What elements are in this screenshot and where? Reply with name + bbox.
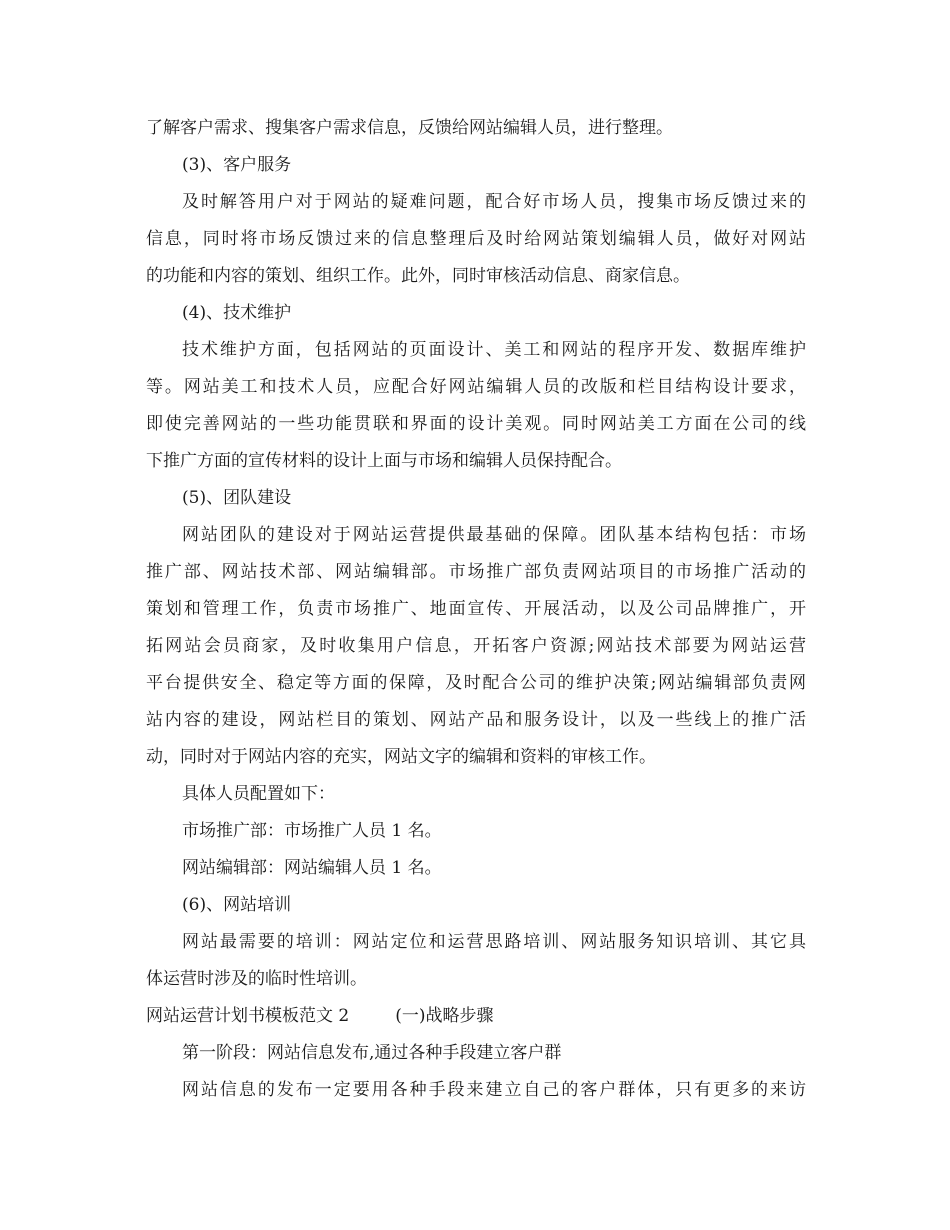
section-heading: (4)、技术维护	[182, 303, 292, 323]
document-title-line	[146, 1006, 806, 1026]
text-line: 下推广方面的宣传材料的设计上面与市场和编辑人员保持配合。	[146, 451, 622, 471]
text-line: 的功能和内容的策划、组织工作。此外，同时审核活动信息、商家信息。	[146, 266, 690, 286]
text-line: 体运营时涉及的临时性培训。	[146, 969, 367, 989]
section-heading: (3)、客户服务	[182, 155, 292, 175]
section-heading: (5)、团队建设	[182, 488, 292, 508]
text-line: 推广部、网站技术部、网站编辑部。市场推广部负责网站项目的市场推广活动的	[146, 562, 806, 582]
section-heading: (6)、网站培训	[182, 895, 292, 915]
text-line: 具体人员配置如下：	[182, 784, 335, 804]
text-line: 市场推广部：市场推广人员 1 名。	[182, 821, 442, 841]
text-line: 平台提供安全、稳定等方面的保障，及时配合公司的维护决策;网站编辑部负责网	[146, 673, 806, 693]
text-line: 及时解答用户对于网站的疑难问题，配合好市场人员，搜集市场反馈过来的	[182, 192, 806, 212]
text-line: 了解客户需求、搜集客户需求信息，反馈给网站编辑人员，进行整理。	[146, 118, 673, 138]
text-line: 第一阶段：网站信息发布,通过各种手段建立客户群	[182, 1043, 562, 1063]
text-line: 网站信息的发布一定要用各种手段来建立自己的客户群体，只有更多的来访	[182, 1080, 806, 1100]
document-subtitle: (一)战略步骤	[395, 1006, 494, 1026]
text-line: 拓网站会员商家，及时收集用户信息，开拓客户资源;网站技术部要为网站运营	[146, 636, 806, 656]
text-line: 网站团队的建设对于网站运营提供最基础的保障。团队基本结构包括：市场	[182, 525, 806, 545]
text-line: 站内容的建设，网站栏目的策划、网站产品和服务设计，以及一些线上的推广活	[146, 710, 806, 730]
text-line: 技术维护方面，包括网站的页面设计、美工和网站的程序开发、数据库维护	[182, 340, 806, 360]
text-line: 等。网站美工和技术人员，应配合好网站编辑人员的改版和栏目结构设计要求，	[146, 377, 806, 397]
document-title: 网站运营计划书模板范文 2	[146, 1006, 350, 1026]
text-line: 动，同时对于网站内容的充实，网站文字的编辑和资料的审核工作。	[146, 747, 656, 767]
text-line: 策划和管理工作，负责市场推广、地面宣传、开展活动，以及公司品牌推广，开	[146, 599, 806, 619]
text-line: 即使完善网站的一些功能贯联和界面的设计美观。同时网站美工方面在公司的线	[146, 414, 806, 434]
text-line: 信息，同时将市场反馈过来的信息整理后及时给网站策划编辑人员，做好对网站	[146, 229, 806, 249]
text-line: 网站最需要的培训：网站定位和运营思路培训、网站服务知识培训、其它具	[182, 932, 806, 952]
text-line: 网站编辑部：网站编辑人员 1 名。	[182, 858, 442, 878]
